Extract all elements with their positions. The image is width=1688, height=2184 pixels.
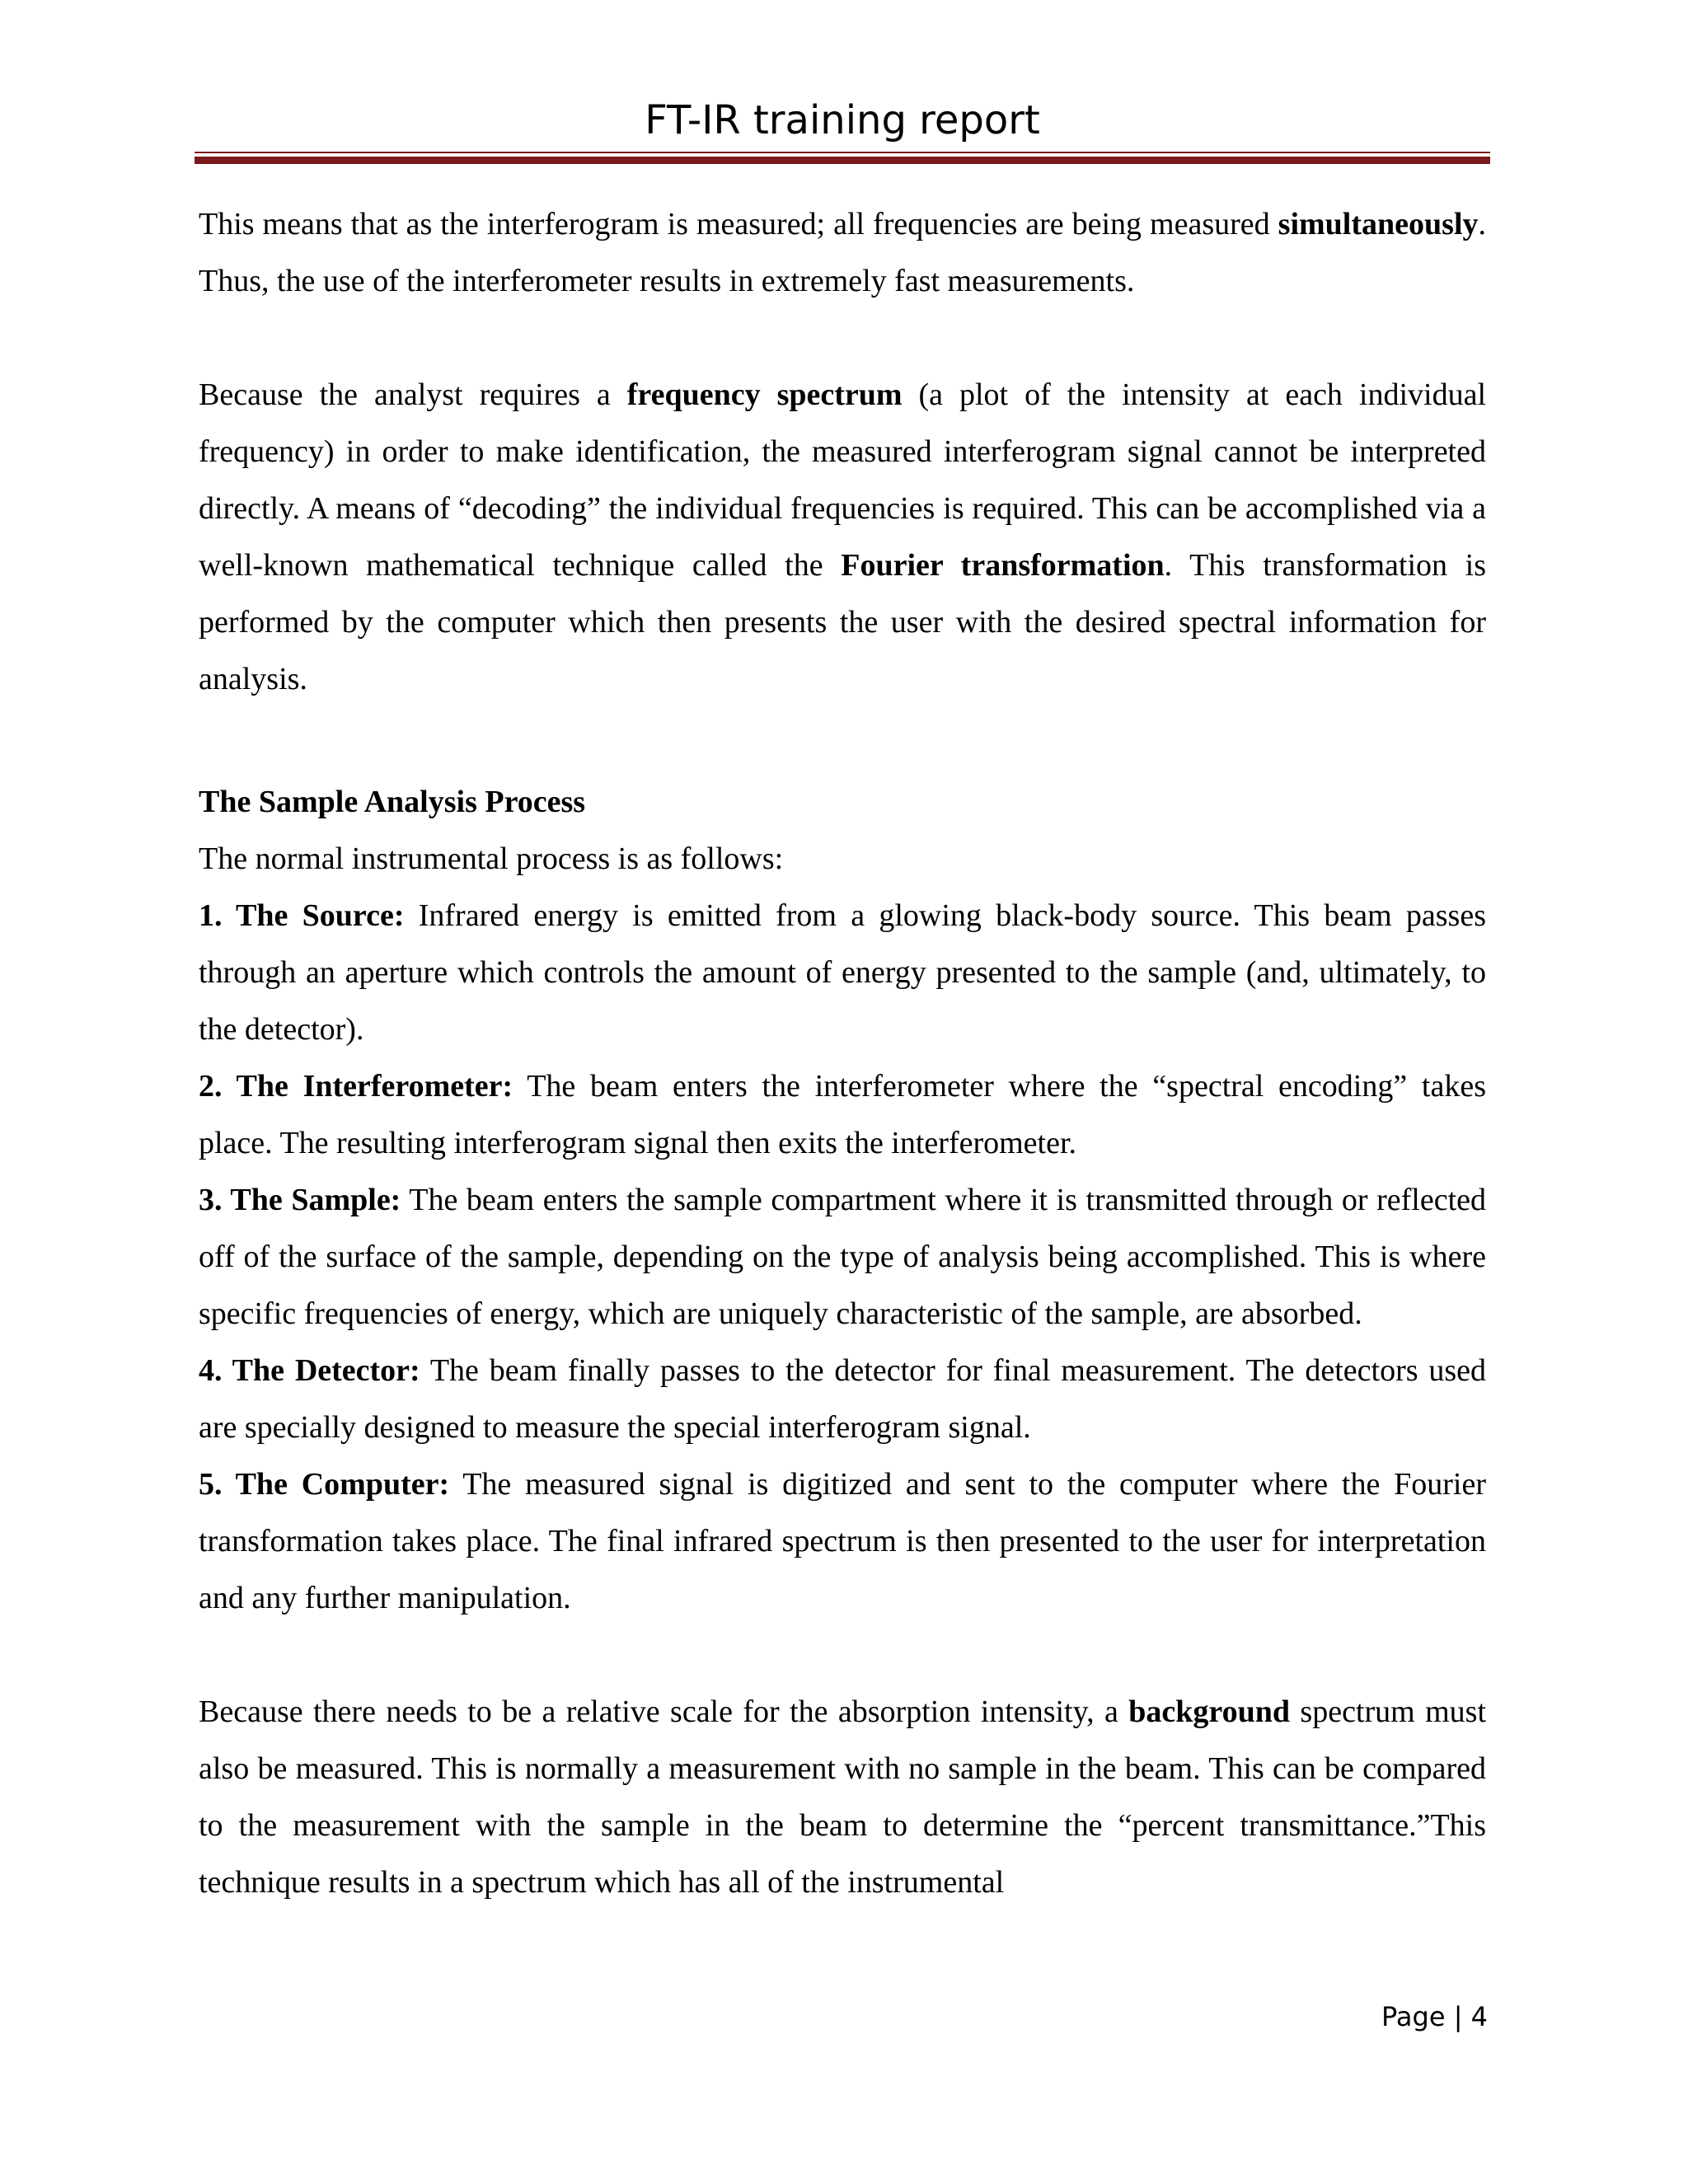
bold-term: frequency spectrum xyxy=(626,377,903,412)
text-run: spectrum must also be measured. This is normally a measurement with no sample in the beam. This can be compared to the measurement with the sample in the beam to determine the “percent transmittance.”This technique results in a spectrum which has all of the instrumental xyxy=(199,1694,1486,1900)
text-run: . Thus, the use of the interferometer results in extremely fast measurements. xyxy=(199,207,1486,298)
process-step-detector xyxy=(199,1343,1486,1456)
text-run: Because there needs to be a relative scale for the absorption intensity, a xyxy=(199,1694,1129,1729)
paragraph-background-spectrum xyxy=(199,1684,1486,1911)
header-rule-thin xyxy=(195,152,1490,153)
step-label: 2. The Interferometer: xyxy=(199,1069,513,1104)
section-intro: The normal instrumental process is as follows: xyxy=(199,841,784,876)
section-heading: The Sample Analysis Process xyxy=(199,785,586,819)
text-run: Because the analyst requires a xyxy=(199,377,627,412)
process-step-interferometer xyxy=(199,1058,1486,1172)
paragraph-gap xyxy=(199,708,1486,774)
text-run: . This transformation is performed by the computer which then presents the user with the desired spectral information for analysis. xyxy=(199,548,1486,696)
process-step-computer xyxy=(199,1456,1486,1627)
paragraph-interferogram xyxy=(199,196,1486,310)
step-text: The beam enters the sample compartment where it is transmitted through or reflected off of the surface of the sample, depending on the type of analysis being accomplished. This is where specific frequencies of energy, which are uniquely characteristic of the sample, are absorbed. xyxy=(199,1183,1486,1331)
step-label: 5. The Computer: xyxy=(199,1467,450,1502)
paragraph-frequency-spectrum xyxy=(199,367,1486,708)
bold-term: simultaneously xyxy=(1278,207,1479,241)
bold-term: Fourier transformation xyxy=(841,548,1165,583)
step-text: The beam enters the interferometer where the “spectral encoding” takes place. The resulting interferogram signal then exits the interferometer. xyxy=(199,1069,1486,1160)
step-label: 1. The Source: xyxy=(199,898,405,933)
process-step-source xyxy=(199,888,1486,1058)
header-rule-thick xyxy=(195,157,1490,164)
paragraph-gap xyxy=(199,1627,1486,1684)
process-step-sample xyxy=(199,1172,1486,1343)
step-text: The measured signal is digitized and sent to the computer where the Fourier transformation takes place. The final infrared spectrum is then presented to the user for interpretation and any further manipulation. xyxy=(199,1467,1486,1615)
page-header-title: FT-IR training report xyxy=(645,97,1040,143)
page-number: Page | 4 xyxy=(1381,2001,1488,2032)
text-run: This means that as the interferogram is measured; all frequencies are being measured xyxy=(199,207,1278,241)
text-run: (a plot of the intensity at each individual frequency) in order to make identification, the measured interferogram signal cannot be interpreted directly. A means of “decoding” the individual frequencies is required. This can be accomplished via a well-known mathematical technique called the xyxy=(199,377,1486,583)
document-body xyxy=(199,196,1486,1911)
bold-term: background xyxy=(1128,1694,1291,1729)
step-text: The beam finally passes to the detector for final measurement. The detectors used are specially designed to measure the special interferogram signal. xyxy=(199,1353,1486,1445)
step-text: Infrared energy is emitted from a glowing black-body source. This beam passes through an aperture which controls the amount of energy presented to the sample (and, ultimately, to the detector). xyxy=(199,898,1486,1047)
step-label: 4. The Detector: xyxy=(199,1353,420,1388)
step-label: 3. The Sample: xyxy=(199,1183,401,1217)
paragraph-gap xyxy=(199,310,1486,367)
